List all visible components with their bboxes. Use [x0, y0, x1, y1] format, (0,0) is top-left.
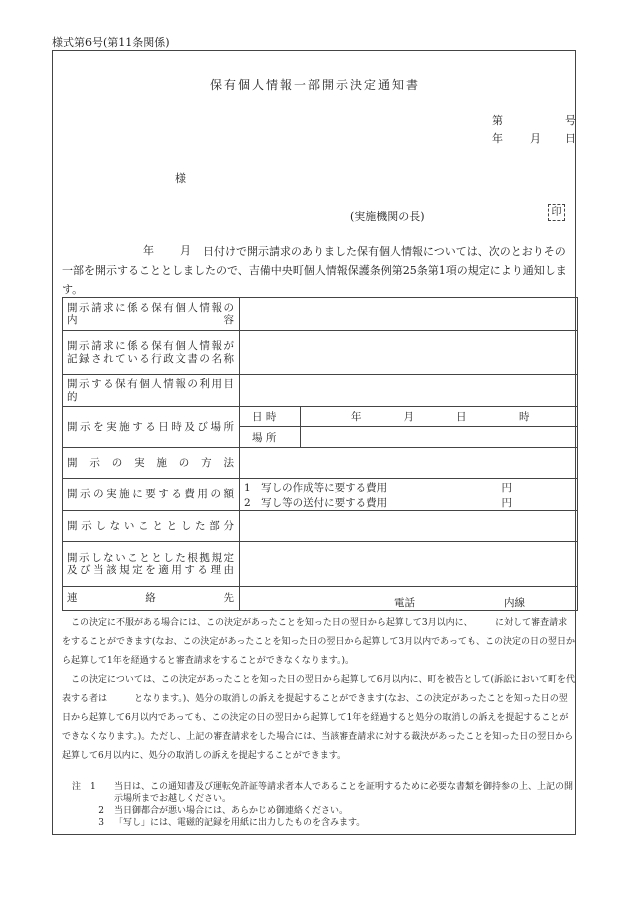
footnote-head: 注 1	[72, 782, 96, 792]
row-label: 開示する保有個人情報の利用目的	[63, 375, 240, 407]
row-label: 開示しないこととした部分	[63, 511, 240, 542]
row-value	[240, 375, 578, 407]
phone-label: 電話	[394, 597, 415, 609]
table-row	[63, 375, 578, 407]
row-label: 開示の実施に要する費用の額	[63, 479, 240, 511]
issuer-label: (実施機関の長)	[350, 210, 425, 223]
doc-number-suffix: 号	[565, 114, 576, 127]
date-day: 日	[565, 132, 576, 145]
cost-copy-yen: 円	[501, 481, 512, 494]
appeal-note-1: この決定に不服がある場合には、この決定があったことを知った日の翌日から起算して3月以内に、 に対して審査請求をすることができます(なお、この決定があったことを知った日の翌日から起算して3月以内であっても、この決定の日の翌日から起算して1年を経過すると審査請求をすることができなくなります。)。	[62, 618, 576, 666]
footnote-3: 「写し」には、電磁的記録を用紙に出力したものを含みます。	[114, 818, 366, 828]
row-label: 連絡先	[63, 587, 240, 611]
place-label: 場 所	[240, 427, 301, 447]
body-paragraph	[62, 242, 574, 299]
table-row	[63, 511, 578, 542]
row-label: 開示請求に係る保有個人情報の内容	[63, 298, 240, 331]
row-label: 開示の実施の方法	[63, 448, 240, 479]
doc-number-prefix: 第	[492, 114, 503, 127]
footnotes	[72, 781, 577, 829]
datetime-place-cell	[240, 407, 578, 448]
cost-cell	[240, 479, 578, 511]
table-row	[63, 542, 578, 587]
datetime-value: 年 月 日 時	[351, 411, 530, 423]
cost-copy-label: 1 写しの作成等に要する費用	[244, 481, 388, 494]
appeal-notes	[62, 614, 576, 766]
footnote-2: 当日御都合が悪い場合には、あらかじめ御連絡ください。	[114, 806, 349, 816]
row-value	[240, 448, 578, 479]
form-number-label: 様式第6号(第11条関係)	[52, 36, 170, 49]
table-row	[63, 448, 578, 479]
row-label: 開示しないこととした根拠規定及び当該規定を適用する理由	[63, 542, 240, 587]
body-text: 日付けで開示請求のありました保有個人情報については、次のとおりその一部を開示することとしましたので、吉備中央町個人情報保護条例第25条第1項の規定により通知します。	[62, 245, 567, 296]
extension-label: 内線	[504, 597, 525, 609]
datetime-label: 日 時	[240, 407, 301, 426]
row-label: 開示を実施する日時及び場所	[63, 407, 240, 448]
contact-cell	[240, 587, 578, 611]
seal-mark: 印	[548, 204, 565, 221]
addressee-suffix: 様	[175, 172, 186, 185]
document-title: 保有個人情報一部開示決定通知書	[209, 78, 420, 92]
row-label: 開示請求に係る保有個人情報が記録されている行政文書の名称	[63, 331, 240, 375]
cost-mail-label: 2 写し等の送付に要する費用	[244, 496, 388, 509]
row-value	[240, 331, 578, 375]
body-month: 月	[180, 244, 191, 257]
appeal-note-2: この決定については、この決定があったことを知った日の翌日から起算して6月以内に、町を被告として(訴訟において町を代表する者は となります。)、処分の取消しの訴えを提起することができます(なお、この決定があったことを知った日の翌日から起算して6月以内であっても、この決定の日の翌日から起算して1年を経過すると処分の取消しの訴えを提起することができなくなります。)。ただし、上記の審査請求をした場合には、当該審査請求に対する裁決があったことを知った日の翌日から起算して6月以内に、処分の取消しの訴えを提起することができます。	[62, 675, 575, 761]
date-year: 年	[492, 132, 503, 145]
row-value	[240, 542, 578, 587]
table-row	[63, 479, 578, 511]
cost-mail-yen: 円	[501, 496, 512, 509]
row-value	[240, 511, 578, 542]
footnote-3-number: 3	[98, 818, 104, 828]
body-year: 年	[143, 244, 154, 257]
footnote-1: 当日は、この通知書及び運転免許証等請求者本人であることを証明するために必要な書類を御持参の上、上記の開示場所までお越しください。	[114, 782, 574, 804]
table-row	[63, 407, 578, 448]
disclosure-table	[62, 297, 578, 611]
table-row	[63, 587, 578, 611]
table-row	[63, 331, 578, 375]
date-month: 月	[530, 132, 541, 145]
table-row	[63, 298, 578, 331]
row-value	[240, 298, 578, 331]
footnote-2-number: 2	[98, 806, 104, 816]
